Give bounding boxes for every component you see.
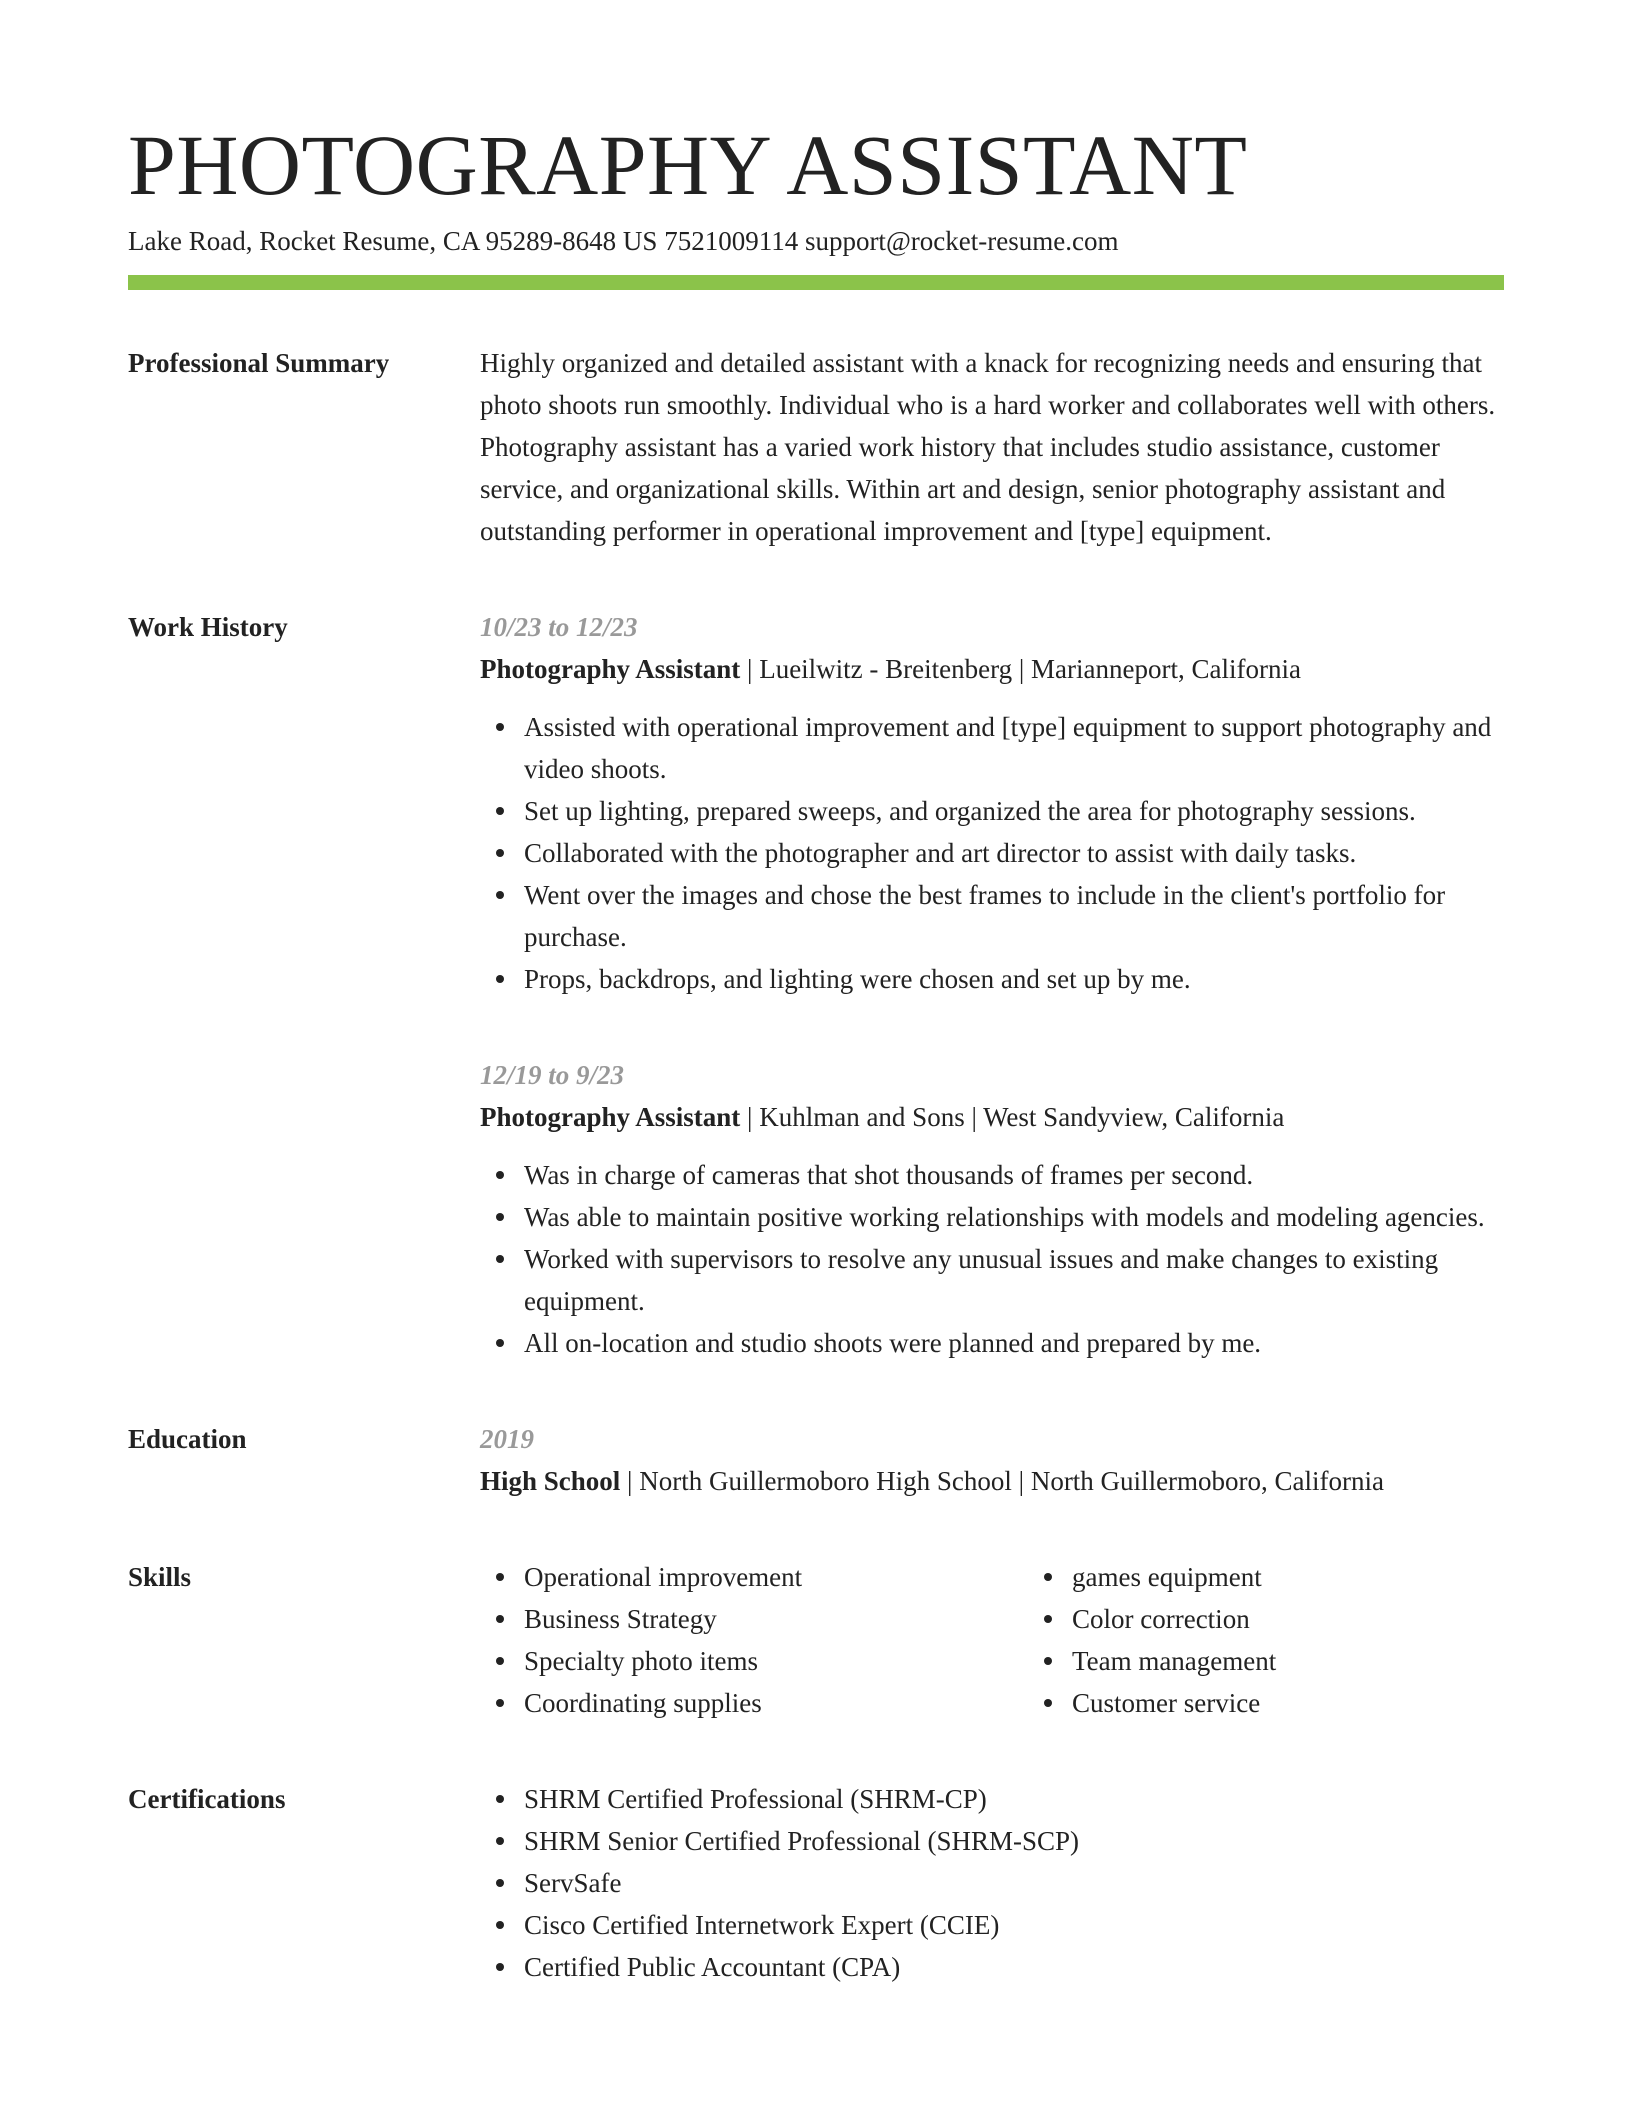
skill-item: Customer service bbox=[1072, 1682, 1576, 1724]
section-title-summary: Professional Summary bbox=[128, 347, 390, 378]
education-degree: High School bbox=[480, 1465, 621, 1496]
job-entry bbox=[480, 606, 1504, 1000]
job-heading bbox=[480, 1096, 1504, 1138]
skills-body bbox=[480, 1556, 1576, 1724]
job-details: | Kuhlman and Sons | West Sandyview, California bbox=[740, 1101, 1285, 1132]
job-bullet: Assisted with operational improvement and [type] equipment to support photography and video shoots. bbox=[524, 706, 1504, 790]
job-heading bbox=[480, 648, 1504, 690]
skills-list-left bbox=[480, 1556, 1028, 1724]
job-role: Photography Assistant bbox=[480, 1101, 741, 1132]
certifications-body bbox=[480, 1778, 1504, 1988]
resume-page bbox=[128, 118, 1504, 1988]
section-certifications bbox=[128, 1778, 1504, 1988]
skill-item: Specialty photo items bbox=[524, 1640, 1028, 1682]
contact-info: Lake Road, Rocket Resume, CA 95289-8648 US 7521009114 support@rocket-resume.com bbox=[128, 225, 1119, 256]
job-bullet: Props, backdrops, and lighting were chosen and set up by me. bbox=[524, 958, 1504, 1000]
section-work-history bbox=[128, 606, 1504, 1364]
section-title-work-history: Work History bbox=[128, 611, 288, 642]
job-dates: 12/19 to 9/23 bbox=[480, 1059, 625, 1090]
section-professional-summary bbox=[128, 342, 1504, 552]
certifications-list bbox=[480, 1778, 1504, 1988]
section-title-certifications: Certifications bbox=[128, 1783, 286, 1814]
header-divider bbox=[128, 275, 1504, 290]
job-bullet: Set up lighting, prepared sweeps, and organized the area for photography sessions. bbox=[524, 790, 1504, 832]
candidate-name: PHOTOGRAPHY ASSISTANT bbox=[128, 117, 1248, 213]
job-dates: 10/23 to 12/23 bbox=[480, 611, 638, 642]
skill-item: games equipment bbox=[1072, 1556, 1576, 1598]
education-heading bbox=[480, 1460, 1504, 1502]
job-bullet: All on-location and studio shoots were planned and prepared by me. bbox=[524, 1322, 1504, 1364]
section-skills bbox=[128, 1556, 1504, 1724]
skill-item: Team management bbox=[1072, 1640, 1576, 1682]
certification-item: Cisco Certified Internetwork Expert (CCIE) bbox=[524, 1904, 1504, 1946]
job-bullets bbox=[480, 1154, 1504, 1364]
section-title-skills: Skills bbox=[128, 1561, 192, 1592]
skill-item: Business Strategy bbox=[524, 1598, 1028, 1640]
work-history-body bbox=[480, 606, 1504, 1364]
skill-item: Color correction bbox=[1072, 1598, 1576, 1640]
job-role: Photography Assistant bbox=[480, 653, 741, 684]
section-education bbox=[128, 1418, 1504, 1502]
skill-item: Operational improvement bbox=[524, 1556, 1028, 1598]
skill-item: Coordinating supplies bbox=[524, 1682, 1028, 1724]
education-date: 2019 bbox=[480, 1423, 534, 1454]
education-body bbox=[480, 1418, 1504, 1502]
skills-list-right bbox=[1028, 1556, 1576, 1724]
job-bullet: Was in charge of cameras that shot thousands of frames per second. bbox=[524, 1154, 1504, 1196]
certification-item: ServSafe bbox=[524, 1862, 1504, 1904]
job-bullet: Worked with supervisors to resolve any unusual issues and make changes to existing equipment. bbox=[524, 1238, 1504, 1322]
certification-item: SHRM Certified Professional (SHRM-CP) bbox=[524, 1778, 1504, 1820]
certification-item: Certified Public Accountant (CPA) bbox=[524, 1946, 1504, 1988]
job-bullets bbox=[480, 706, 1504, 1000]
education-details: | North Guillermoboro High School | North Guillermoboro, California bbox=[620, 1465, 1384, 1496]
section-title-education: Education bbox=[128, 1423, 247, 1454]
job-bullet: Collaborated with the photographer and art director to assist with daily tasks. bbox=[524, 832, 1504, 874]
job-entry bbox=[480, 1054, 1504, 1364]
job-bullet: Was able to maintain positive working relationships with models and modeling agencies. bbox=[524, 1196, 1504, 1238]
job-details: | Lueilwitz - Breitenberg | Marianneport, California bbox=[740, 653, 1301, 684]
summary-text: Highly organized and detailed assistant with a knack for recognizing needs and ensuring that photo shoots run smoothly. Individual who is a hard worker and collaborates well with others. Photography assistant has a varied work history that includes studio assistance, customer service, and organizational skills. Within art and design, senior photography assistant and outstanding performer in operational improvement and [type] equipment. bbox=[480, 347, 1496, 546]
certification-item: SHRM Senior Certified Professional (SHRM-SCP) bbox=[524, 1820, 1504, 1862]
job-bullet: Went over the images and chose the best frames to include in the client's portfolio for purchase. bbox=[524, 874, 1504, 958]
summary-body bbox=[480, 342, 1504, 552]
